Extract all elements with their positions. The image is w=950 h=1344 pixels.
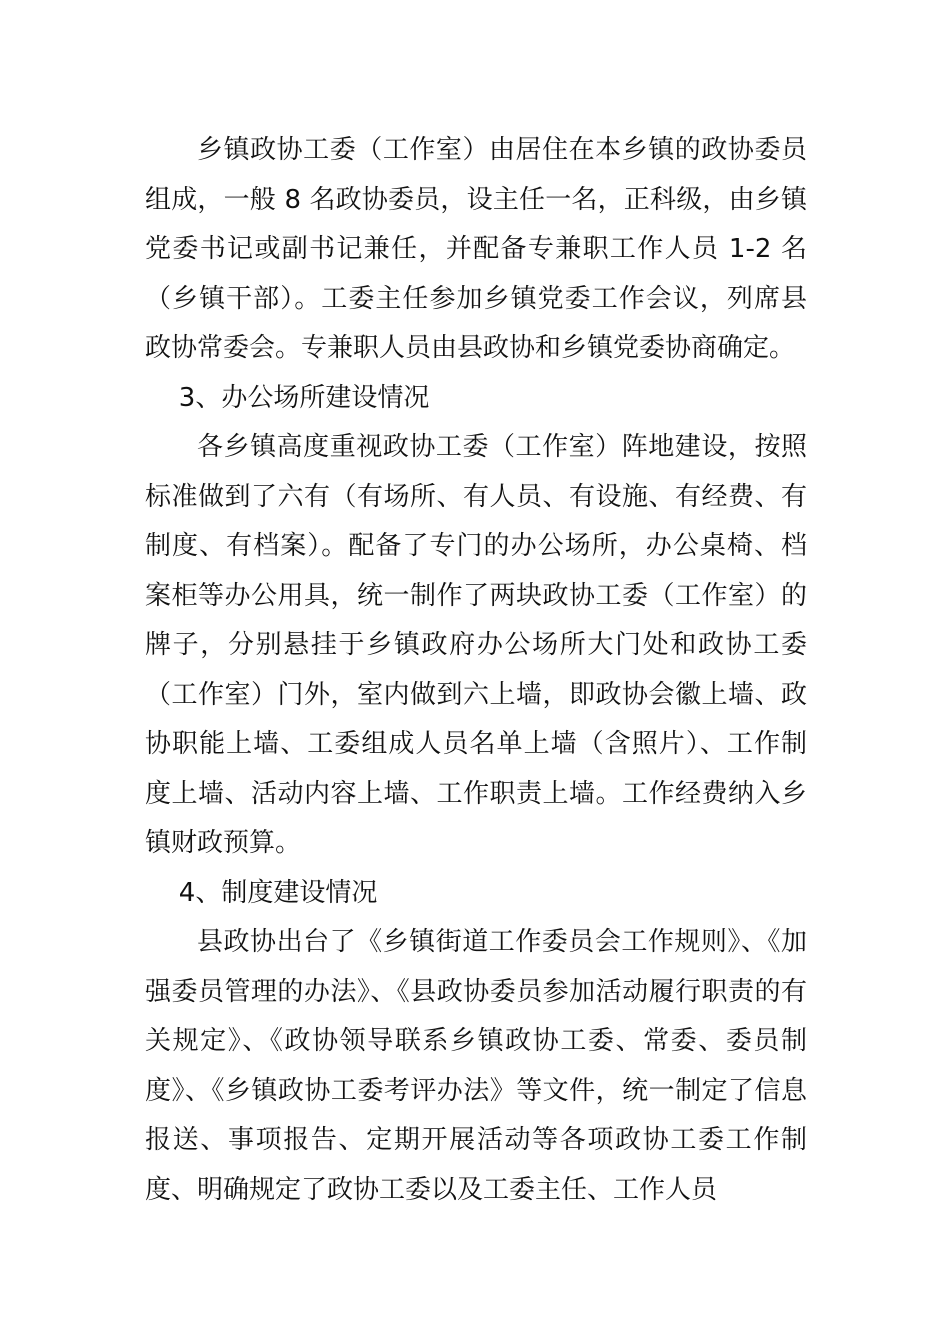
- paragraph-system-construction: 县政协出台了《乡镇街道工作委员会工作规则》、《加强委员管理的办法》、《县政协委员参加活动履行职责的有关规定》、《政协领导联系乡镇政协工委、常委、委员制度》、《乡镇政协工委考评办法》等文件，统一制定了信息报送、事项报告、定期开展活动等各项政协工委工作制度、明确规定了政协工委以及工委主任、工作人员: [145, 927, 807, 1205]
- paragraph-office-construction: 各乡镇高度重视政协工委（工作室）阵地建设，按照标准做到了六有（有场所、有人员、有设施、有经费、有制度、有档案）。配备了专门的办公场所，办公桌椅、档案柜等办公用具，统一制作了两块政协工委（工作室）的牌子，分别悬挂于乡镇政府办公场所大门处和政协工委（工作室）门外，室内做到六上墙，即政协会徽上墙、政协职能上墙、工委组成人员名单上墙（含照片）、工作制度上墙、活动内容上墙、工作职责上墙。工作经费纳入乡镇财政预算。: [145, 432, 807, 858]
- paragraph-committee-composition: 乡镇政协工委（工作室）由居住在本乡镇的政协委员组成，一般 8 名政协委员，设主任一名，正科级，由乡镇党委书记或副书记兼任，并配备专兼职工作人员 1-2 名（乡镇干部）。工委主任参加乡镇党委工作会议，列席县政协常委会。专兼职人员由县政协和乡镇党委协商确定。: [145, 135, 807, 363]
- document-page: [145, 126, 807, 1215]
- section-heading-office-construction: 3、办公场所建设情况: [178, 382, 430, 413]
- section-heading-system-construction: 4、制度建设情况: [178, 877, 378, 908]
